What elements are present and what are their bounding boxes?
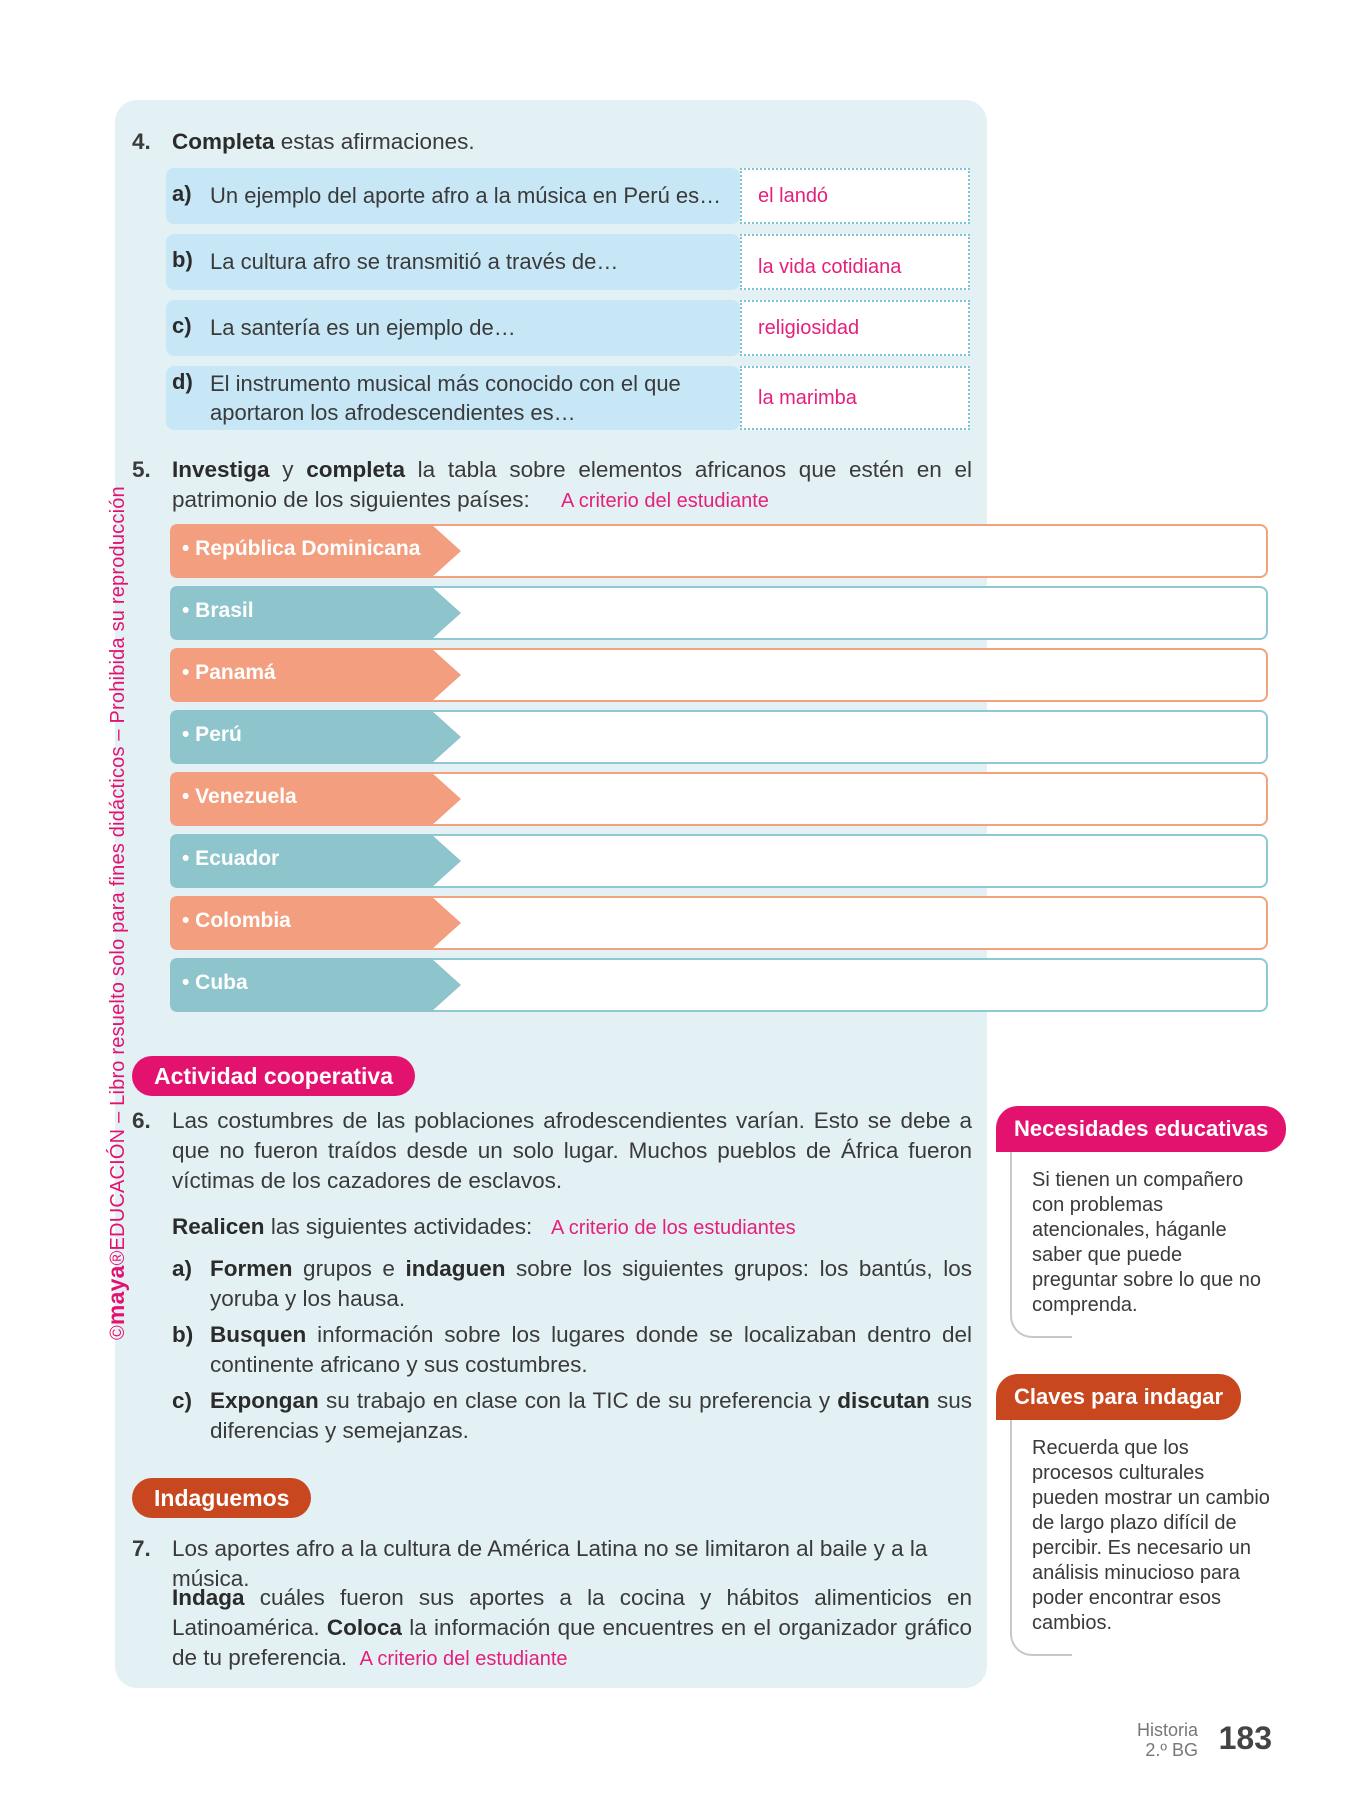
question-5 — [132, 455, 972, 515]
country-answer-box[interactable] — [350, 958, 1268, 1012]
item-verb: Busquen — [210, 1322, 307, 1347]
item-text: La cultura afro se transmitió a través de… — [210, 249, 619, 274]
item-text: su trabajo en clase con la TIC de su preferencia y — [318, 1388, 838, 1413]
item-verb-2: indaguen — [405, 1256, 506, 1281]
necesidades-educativas-box — [1010, 1106, 1272, 1346]
question-verb: Completa — [172, 129, 275, 154]
footer-subject — [1137, 1720, 1198, 1760]
country-label: • Venezuela — [182, 785, 297, 808]
q4-answer-d[interactable] — [740, 366, 970, 430]
answer-text: el landó — [758, 185, 829, 207]
country-row — [170, 958, 1268, 1012]
copyright-text: EDUCACIÓN – Libro resuelto solo para fines didácticos – Prohibida su reproducción — [107, 486, 129, 1251]
q6-item-a — [172, 1254, 972, 1314]
country-answer-box[interactable] — [350, 648, 1268, 702]
question-verb: Investiga — [172, 457, 270, 482]
copyright-symbol: © — [107, 1325, 129, 1340]
item-text: información sobre los lugares donde se localizaban dentro del continente africano y sus costumbres. — [210, 1322, 972, 1377]
item-text-line1: El instrumento musical más conocido con el que — [210, 371, 681, 396]
country-answer-box[interactable] — [350, 710, 1268, 764]
country-row — [170, 524, 1268, 578]
q6-item-c — [172, 1386, 972, 1446]
question-number: 6. — [132, 1108, 151, 1133]
country-label: • Ecuador — [182, 847, 280, 870]
item-letter: a) — [172, 181, 192, 206]
answer-text: A criterio del estudiante — [560, 490, 769, 512]
copyright-vertical — [103, 486, 130, 1340]
country-answer-box[interactable] — [350, 772, 1268, 826]
question-text: la tabla sobre elementos africanos que estén en el patrimonio de los siguientes países: — [172, 457, 972, 512]
question-4 — [132, 127, 972, 157]
item-verb: Formen — [210, 1256, 293, 1281]
brand-logo: maya — [103, 1265, 129, 1326]
instruction-text-2: la información que encuentres en el organizador gráfico de tu preferencia. — [172, 1615, 972, 1670]
instruction-verb: Indaga — [172, 1585, 245, 1610]
answer-text: A criterio del estudiante — [359, 1648, 568, 1670]
trademark-symbol: ® — [107, 1250, 129, 1266]
q4-item-d — [166, 366, 740, 430]
question-7 — [132, 1534, 972, 1674]
country-row — [170, 710, 1268, 764]
item-letter: b) — [172, 1322, 194, 1347]
country-label: • Cuba — [182, 971, 248, 994]
question-number: 7. — [132, 1536, 151, 1561]
question-number: 5. — [132, 457, 151, 482]
item-text: Un ejemplo del aporte afro a la música en Perú es… — [210, 183, 722, 208]
question-intro: Los aportes afro a la cultura de América Latina no se limitaron al baile y a la música. — [172, 1536, 928, 1591]
q4-answer-b[interactable] — [740, 234, 970, 290]
page-number: 183 — [1218, 1720, 1272, 1756]
instruction-text: las siguientes actividades: — [264, 1214, 533, 1239]
question-conjunction: y — [269, 457, 307, 482]
q6-item-b — [172, 1320, 972, 1380]
country-answer-box[interactable] — [350, 834, 1268, 888]
country-label: • República Dominicana — [182, 537, 421, 560]
country-row — [170, 586, 1268, 640]
subject-name: Historia — [1136, 1720, 1198, 1740]
question-verb-2: completa — [306, 457, 405, 482]
item-verb: Expongan — [210, 1388, 319, 1413]
answer-text: religiosidad — [758, 317, 860, 339]
activity-cooperativa-label: Actividad cooperativa — [132, 1056, 415, 1096]
box-text: Si tienen un compañero con problemas atencionales, háganle saber que puede preguntar sobre lo que no comprenda. — [1032, 1169, 1262, 1316]
claves-para-indagar-box — [1010, 1374, 1272, 1664]
item-letter: c) — [172, 1388, 193, 1413]
item-text-2: sobre los siguientes grupos: los bantús, los yoruba y los hausa. — [210, 1256, 972, 1311]
grade-label: 2.º BG — [1145, 1740, 1198, 1760]
instruction-verb: Realicen — [172, 1214, 265, 1239]
country-label: • Brasil — [182, 599, 254, 622]
country-label: • Perú — [182, 723, 242, 746]
q4-answer-a[interactable] — [740, 168, 970, 224]
instruction-text: cuáles fueron sus aportes a la cocina y hábitos alimenticios en Latinoamérica. — [172, 1585, 972, 1640]
country-row — [170, 772, 1268, 826]
country-row — [170, 834, 1268, 888]
question-text: estas afirmaciones. — [274, 129, 475, 154]
box-text: Recuerda que los procesos culturales pueden mostrar un cambio de largo plazo difícil de percibir. Es necesario un análisis minucioso para poder encontrar esos cambios. — [1032, 1437, 1270, 1634]
box-title: Necesidades educativas — [996, 1106, 1286, 1152]
question-intro: Las costumbres de las poblaciones afrodescendientes varían. Esto se debe a que no fueron traídos desde un solo lugar. Muchos pueblos de África fueron víctimas de los cazadores de esclavos. — [172, 1108, 972, 1193]
q4-item-b — [166, 234, 740, 290]
country-row — [170, 896, 1268, 950]
box-title: Claves para indagar — [996, 1374, 1241, 1420]
item-letter: c) — [172, 313, 192, 338]
country-label: • Panamá — [182, 661, 276, 684]
item-text-2: sus diferencias y semejanzas. — [210, 1388, 972, 1443]
country-label: • Colombia — [182, 909, 291, 932]
item-letter: a) — [172, 1256, 193, 1281]
answer-text: la vida cotidiana — [758, 256, 902, 278]
item-verb-2: discutan — [837, 1388, 930, 1413]
country-answer-box[interactable] — [350, 586, 1268, 640]
country-answer-box[interactable] — [350, 524, 1268, 578]
answer-text: A criterio de los estudiantes — [550, 1217, 796, 1239]
q4-item-c — [166, 300, 740, 356]
item-text: La santería es un ejemplo de… — [210, 315, 516, 340]
indaguemos-label: Indaguemos — [132, 1478, 311, 1518]
q4-answer-c[interactable] — [740, 300, 970, 356]
q4-item-a — [166, 168, 740, 224]
instruction-verb-2: Coloca — [326, 1615, 402, 1640]
item-letter: d) — [172, 369, 193, 394]
country-row — [170, 648, 1268, 702]
item-text: grupos e — [292, 1256, 406, 1281]
item-letter: b) — [172, 247, 193, 272]
answer-text: la marimba — [758, 387, 857, 409]
country-answer-box[interactable] — [350, 896, 1268, 950]
question-6 — [132, 1106, 972, 1486]
question-number: 4. — [132, 129, 151, 154]
item-text-line2: aportaron los afrodescendientes es… — [210, 400, 576, 425]
